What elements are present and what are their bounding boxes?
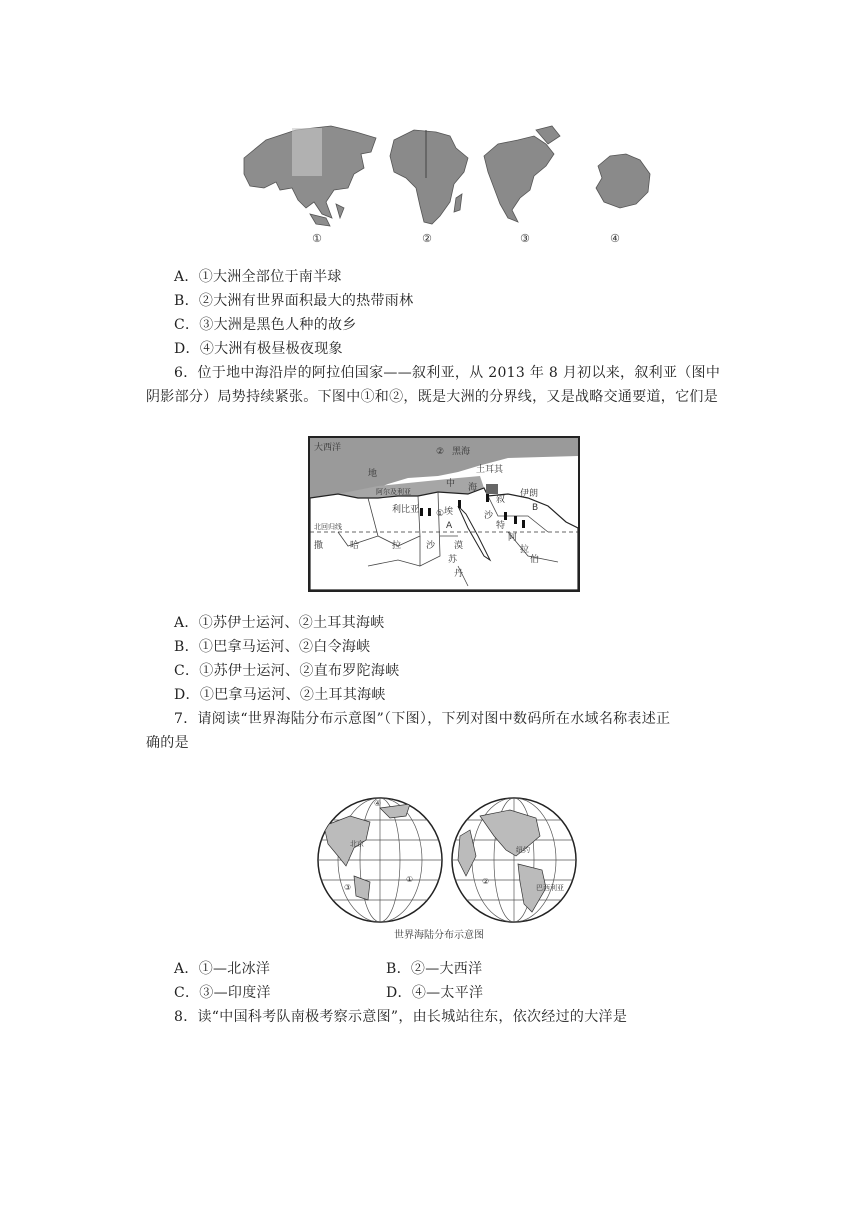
q5-option-c: C．③大洲是黑色人种的故乡 [174, 317, 357, 333]
q5-option-d: D．④大洲有极昼极夜现象 [174, 341, 343, 357]
label-sudan-b: 丹 [454, 569, 464, 579]
continent-3-shape [484, 136, 554, 222]
continent-1-highlight [292, 128, 322, 176]
label-beijing: 北京 [350, 840, 364, 848]
q6-stem-line2: 阴影部分）局势持续紧张。下图中①和②，既是大洲的分界线，又是战略交通要道，它们是 [146, 389, 718, 405]
q5-option-a: A．①大洲全部位于南半球 [174, 269, 342, 285]
marker-a-label: A [446, 521, 453, 531]
label-black-sea: 黑海 [452, 447, 471, 457]
globe-label-4: ④ [374, 799, 382, 808]
label-med-a: 地 [368, 469, 378, 479]
label-new-york: 纽约 [516, 846, 530, 854]
globe-west [444, 796, 584, 924]
q5-option-b: B．②大洲有世界面积最大的热带雨林 [174, 293, 414, 309]
globe-east [310, 796, 450, 924]
syria-shaded [486, 484, 498, 494]
q7-option-b: B．②—大西洋 [386, 961, 483, 977]
globe-label-3: ③ [344, 883, 352, 892]
label-saudi-e: 伯 [530, 555, 540, 565]
label-libya: 利比亚 [392, 505, 420, 515]
label-saudi-c: 阿 [508, 533, 518, 543]
marker-b-label: B [532, 503, 539, 513]
label-sahara-c: 拉 [392, 541, 402, 551]
label-sahara-e: 漠 [454, 541, 464, 551]
figure-label-1: ① [312, 232, 322, 245]
q6-option-b: B．①巴拿马运河、②白令海峡 [174, 639, 371, 655]
label-tropic: 北回归线 [314, 523, 342, 531]
label-sahara-a: 撒 [314, 541, 324, 551]
label-algeria: 阿尔及利亚 [376, 488, 411, 496]
middle-east-map [308, 436, 580, 592]
q6-option-d: D．①巴拿马运河、②土耳其海峡 [174, 687, 386, 703]
q7-stem-line2: 确的是 [146, 735, 189, 751]
label-sudan-a: 苏 [448, 555, 458, 565]
label-turkey: 土耳其 [476, 465, 504, 475]
marker-2-label: ② [436, 447, 445, 457]
q6-option-c: C．①苏伊士运河、②直布罗陀海峡 [174, 663, 400, 679]
world-globes-figure [310, 796, 590, 942]
continent-4-shape [596, 154, 650, 208]
continents-figure [236, 118, 656, 250]
q7-option-a: A．①—北冰洋 [174, 961, 271, 977]
label-brasilia: 巴西利亚 [536, 884, 564, 892]
madagascar-shape [454, 194, 462, 212]
q8-stem: 8．读“中国科考队南极考察示意图”，由长城站往东，依次经过的大洋是 [174, 1009, 628, 1025]
globe-label-1: ① [406, 875, 414, 884]
label-sahara-d: 沙 [426, 541, 436, 551]
q7-option-c: C．③—印度洋 [174, 985, 271, 1001]
label-saudi-b: 特 [496, 521, 506, 531]
globe-label-2: ② [482, 877, 490, 886]
label-egypt: 埃 [444, 507, 454, 517]
globe-caption: 世界海陆分布示意图 [394, 930, 484, 941]
label-atlantic: 大西洋 [314, 443, 342, 453]
label-iran: 伊朗 [520, 489, 539, 499]
q6-stem-line1: 6．位于地中海沿岸的阿拉伯国家——叙利亚，从 2013 年 8 月初以来，叙利亚（图中 [174, 365, 721, 381]
label-med-c: 海 [468, 483, 478, 493]
q7-stem-line1: 7．请阅读“世界海陆分布示意图”（下图），下列对图中数码所在水域名称表述正 [174, 711, 671, 727]
figure-label-3: ③ [520, 232, 530, 245]
figure-label-2: ② [422, 232, 432, 245]
label-saudi-d: 拉 [520, 545, 530, 555]
label-syria: 叙 [496, 495, 506, 505]
label-sahara-b: 哈 [350, 541, 360, 551]
q7-option-d: D．④—太平洋 [386, 985, 484, 1001]
q6-option-a: A．①苏伊士运河、②土耳其海峡 [174, 615, 385, 631]
label-saudi-a: 沙 [484, 511, 494, 521]
label-med-b: 中 [446, 479, 456, 489]
marker-1-label: ① [436, 509, 445, 519]
figure-label-4: ④ [610, 232, 620, 245]
